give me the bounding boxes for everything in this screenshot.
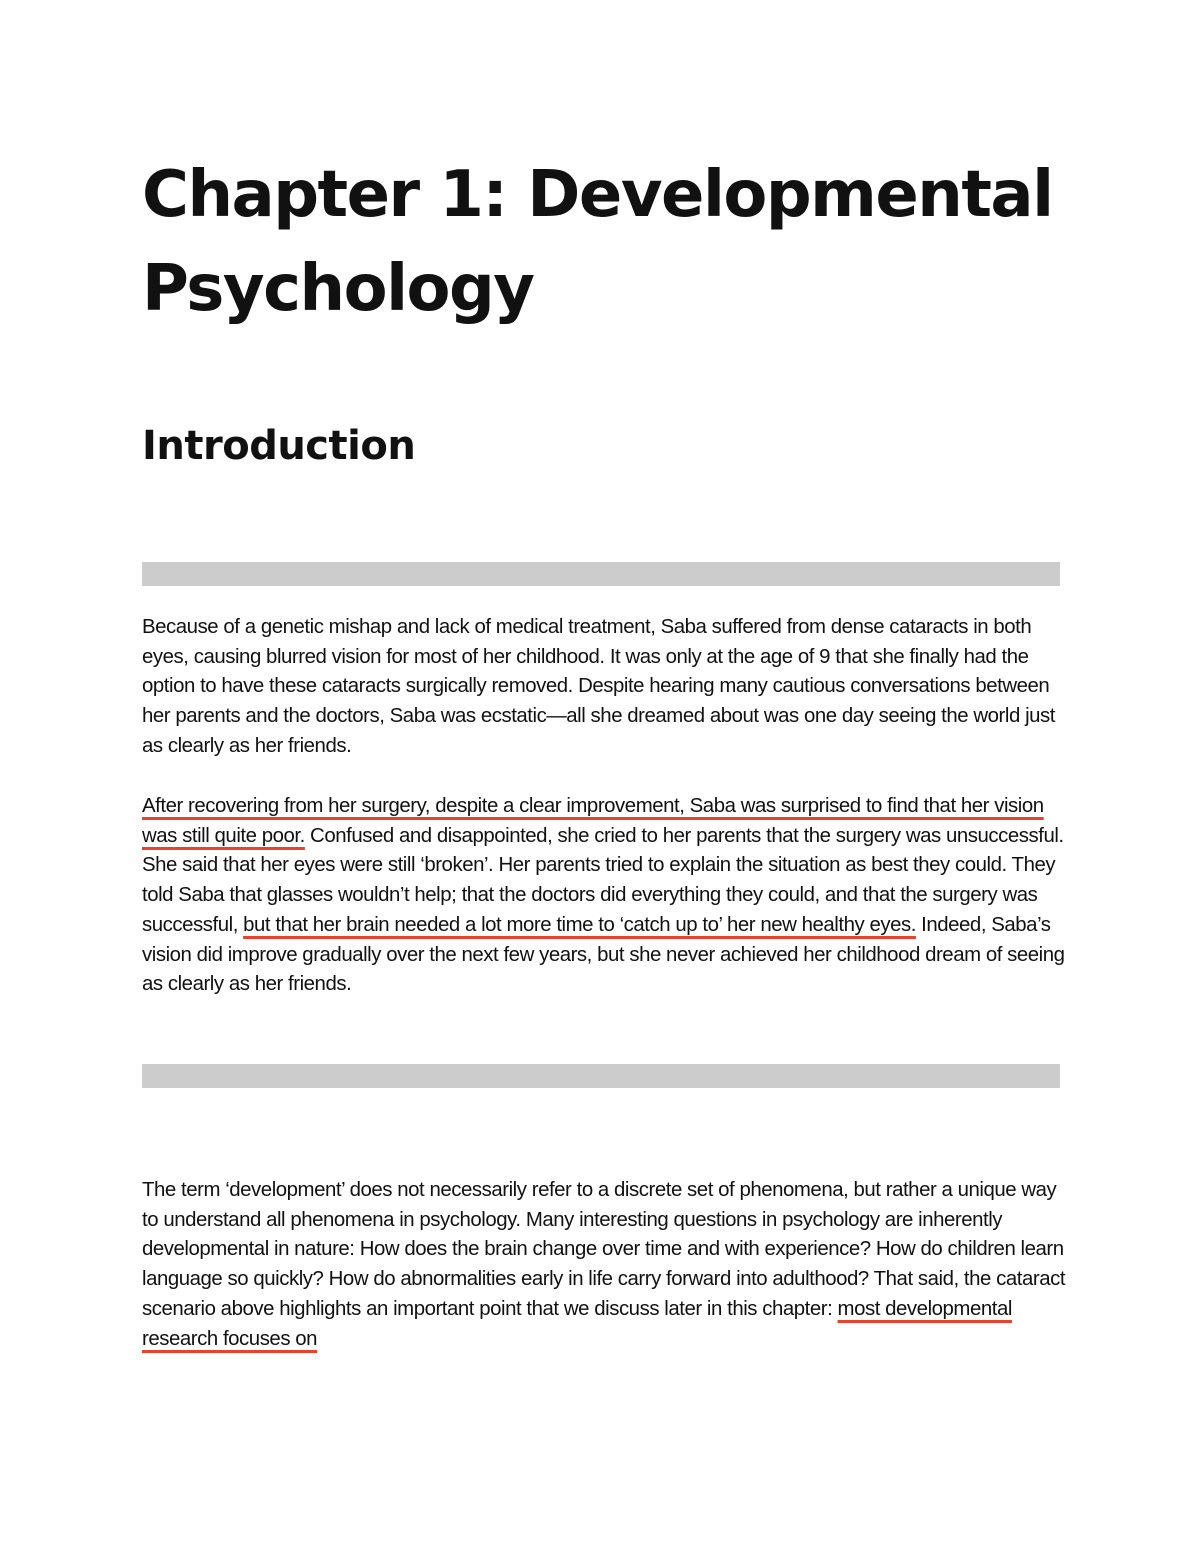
highlighted-text: After recovering from her surgery, despite a clear improvement, Saba was surprised to find that her vision was still quite poor. bbox=[142, 795, 1044, 847]
highlighted-text: but that her brain needed a lot more time to ‘catch up to’ her new healthy eyes. bbox=[243, 913, 916, 936]
section-title: Introduction bbox=[142, 423, 416, 469]
chapter-title: Chapter 1: Developmental Psychology bbox=[142, 158, 1053, 326]
paragraph-text: Confused and disappointed, she cried to her parents that the surgery was unsuccessful. She said that her eyes were still ‘broken’. Her parents tried to explain the situation as best they could. They told Saba that glasses wouldn’t help; that the doctors did everything they could, and that the surgery was successful, bbox=[142, 824, 1064, 936]
paragraph-text: Indeed, Saba’s vision did improve gradually over the next few years, but she never achieved her childhood dream of seeing as clearly as her friends. bbox=[142, 913, 1065, 996]
case-paragraph-2 bbox=[142, 792, 1067, 1000]
case-box-top-bar bbox=[142, 562, 1060, 586]
body-paragraph bbox=[142, 1176, 1067, 1354]
paragraph-text: The term ‘development’ does not necessarily refer to a discrete set of phenomena, but rather a unique way to understand all phenomena in psychology. Many interesting questions in psychology are inherently developmental in nature: How does the brain change over time and with experience? How do children learn language so quickly? How do abnormalities early in life carry forward into adulthood? That said, the cataract scenario above highlights an important point that we discuss later in this chapter: bbox=[142, 1179, 1066, 1320]
case-paragraph-1: Because of a genetic mishap and lack of medical treatment, Saba suffered from dense cataracts in both eyes, causing blurred vision for most of her childhood. It was only at the age of 9 that she finally had the option to have these cataracts surgically removed. Despite hearing many cautious conversations between her parents and the doctors, Saba was ecstatic—all she dreamed about was one day seeing the world just as clearly as her friends. bbox=[142, 616, 1056, 757]
highlighted-text: most developmental research focuses on bbox=[142, 1297, 1012, 1350]
case-box-bottom-bar bbox=[142, 1064, 1060, 1088]
